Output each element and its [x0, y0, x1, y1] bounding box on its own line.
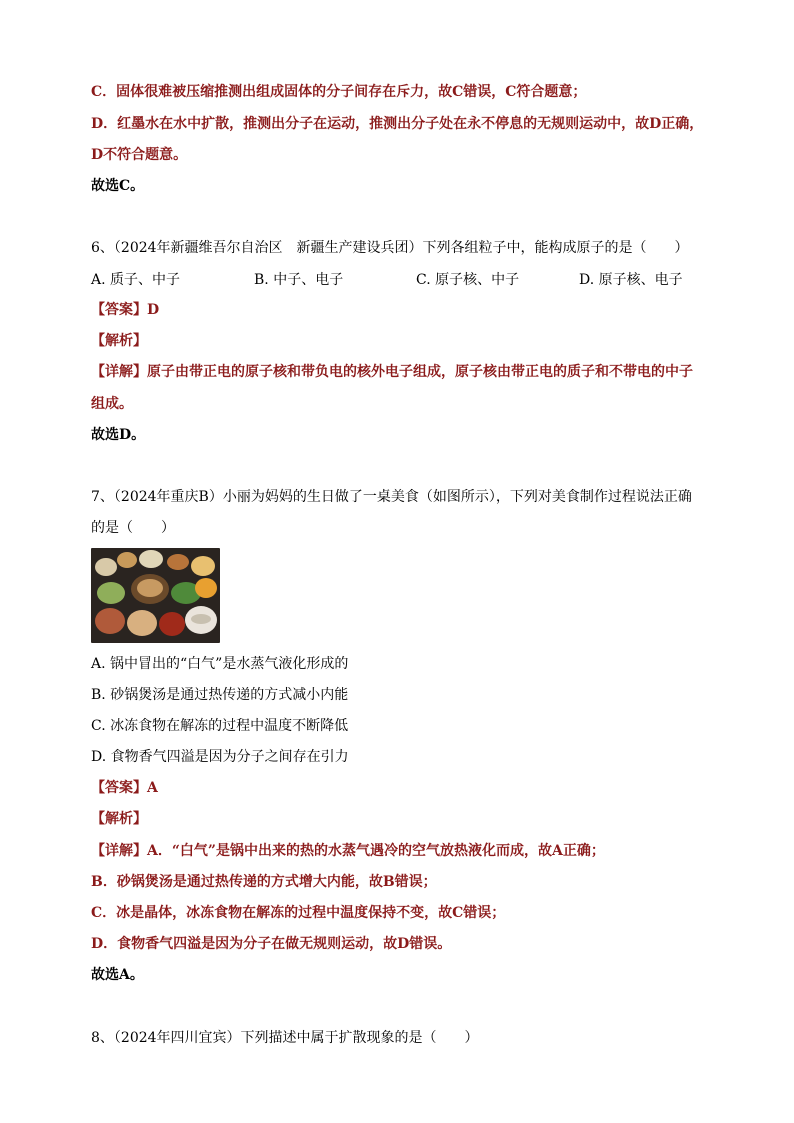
q7-option-d: D. 食物香气四溢是因为分子之间存在引力 [91, 749, 349, 765]
analysis-line-d: D．红墨水在水中扩散，推测出分子在运动，推测出分子处在永不停息的无规则运动中，故D正确， [91, 116, 704, 132]
q7-option-b: B. 砂锅煲汤是通过热传递的方式减小内能 [91, 687, 349, 703]
q6-choose: 故选D。 [91, 427, 146, 443]
question-8: 8、（2024年四川宜宾）下列描述中属于扩散现象的是（ ） [91, 1030, 479, 1046]
food-table-photo [91, 548, 220, 643]
q7-detail-c: C．冰是晶体，冰冻食物在解冻的过程中温度保持不变，故C错误； [91, 905, 506, 921]
q6-answer: 【答案】D [91, 302, 160, 318]
q6-analysis-label: 【解析】 [91, 333, 147, 349]
q6-option-a: A. 质子、中子 [91, 272, 181, 288]
q7-answer: 【答案】A [91, 780, 158, 796]
q7-option-a: A. 锅中冒出的“白气”是水蒸气液化形成的 [91, 656, 349, 672]
question-7-line-2: 的是（ ） [91, 520, 175, 536]
question-6: 6、（2024年新疆维吾尔自治区 新疆生产建设兵团）下列各组粒子中，能构成原子的是（ ） [91, 240, 689, 256]
q7-detail-b: B．砂锅煲汤是通过热传递的方式增大内能，故B错误； [91, 874, 437, 890]
q6-option-d: D. 原子核、电子 [579, 272, 683, 288]
q6-option-c: C. 原子核、中子 [416, 272, 520, 288]
q7-choose: 故选A。 [91, 967, 144, 983]
q7-analysis-label: 【解析】 [91, 811, 147, 827]
analysis-line-d-cont: D不符合题意。 [91, 147, 188, 163]
question-7-line-1: 7、（2024年重庆B）小丽为妈妈的生日做了一桌美食（如图所示），下列对美食制作过程说法正确 [91, 489, 692, 505]
q6-detail-1: 【详解】原子由带正电的原子核和带负电的核外电子组成，原子核由带正电的质子和不带电的中子 [91, 364, 693, 380]
q7-detail-a: 【详解】A．“白气”是锅中出来的热的水蒸气遇冷的空气放热液化而成，故A正确； [91, 843, 605, 859]
q7-option-c: C. 冰冻食物在解冻的过程中温度不断降低 [91, 718, 349, 734]
q7-detail-d: D．食物香气四溢是因为分子在做无规则运动，故D错误。 [91, 936, 452, 952]
choose-line-5: 故选C。 [91, 178, 145, 194]
q6-detail-2: 组成。 [91, 396, 133, 412]
analysis-line-c: C．固体很难被压缩推测出组成固体的分子间存在斥力，故C错误，C符合题意； [91, 84, 587, 100]
q6-option-b: B. 中子、电子 [254, 272, 344, 288]
